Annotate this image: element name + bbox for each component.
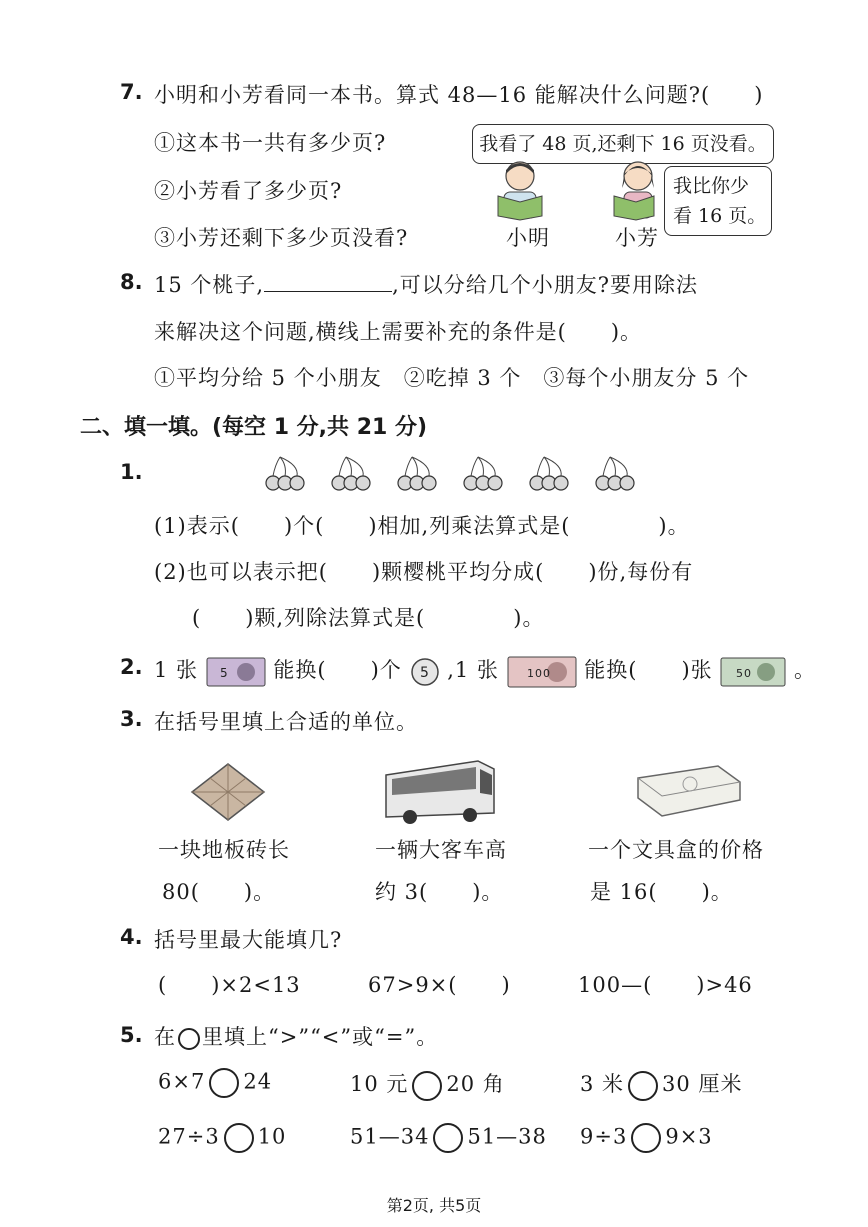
page-footer: 第2页, 共5页 bbox=[386, 1196, 482, 1215]
question-number: 1. bbox=[120, 460, 143, 484]
cherry-stem bbox=[405, 457, 412, 476]
question-stem: 括号里最大能填几? bbox=[154, 928, 343, 952]
option-3: ③小芳还剩下多少页没看? bbox=[154, 226, 409, 250]
options-line: ①平均分给 5 个小朋友 ②吃掉 3 个 ③每个小朋友分 5 个 bbox=[154, 366, 750, 390]
left-expression: 51—34 bbox=[350, 1124, 430, 1149]
five-jiao-coin-icon bbox=[410, 657, 440, 687]
fill-line-2: (2)也可以表示把( )颗樱桃平均分成( )份,每份有 bbox=[154, 560, 694, 584]
right-expression: 20 角 bbox=[446, 1072, 505, 1096]
compare-item bbox=[580, 1123, 713, 1153]
text: 。 bbox=[794, 658, 817, 682]
section-title: 二、填一填。(每空 1 分,共 21 分) bbox=[80, 415, 428, 440]
cherry-icon bbox=[290, 476, 304, 490]
right-expression: 24 bbox=[243, 1069, 273, 1094]
compare-circle[interactable] bbox=[224, 1123, 254, 1153]
cherry-group bbox=[398, 457, 436, 490]
question-stem bbox=[154, 1021, 438, 1051]
money-line bbox=[154, 654, 816, 688]
compare-item bbox=[158, 1068, 272, 1098]
cherry-icon bbox=[554, 476, 568, 490]
cherry-stem bbox=[280, 457, 285, 476]
cherry-group bbox=[464, 457, 502, 490]
unit-item-3-line-2: 是 16( )。 bbox=[590, 880, 733, 904]
coin-value: 5 bbox=[419, 664, 430, 681]
cherries-illustration bbox=[260, 455, 640, 495]
fifty-yuan-note-icon bbox=[720, 657, 786, 687]
left-expression: 27÷3 bbox=[158, 1124, 220, 1149]
fill-line-3: ( )颗,列除法算式是( )。 bbox=[192, 606, 545, 630]
compare-item bbox=[350, 1068, 505, 1101]
cherry-stem bbox=[339, 457, 346, 476]
stem-part: 15 个桃子, bbox=[154, 273, 265, 297]
left-expression: 10 元 bbox=[350, 1072, 409, 1096]
compare-circle[interactable] bbox=[412, 1071, 442, 1101]
text: 能换( )个 bbox=[273, 658, 402, 682]
unit-item-2-line-1: 一辆大客车高 bbox=[375, 838, 507, 862]
cherry-icon bbox=[422, 476, 436, 490]
text: ,1 张 bbox=[447, 658, 499, 682]
speech-text: 我看了 48 页,还剩下 16 页没看。 bbox=[479, 133, 767, 155]
question-number: 4. bbox=[120, 925, 143, 949]
answer-blank[interactable] bbox=[264, 271, 392, 292]
stem-part: ,可以分给几个小朋友?要用除法 bbox=[392, 273, 699, 297]
text: 1 张 bbox=[154, 658, 199, 682]
note-value: 50 bbox=[736, 666, 753, 680]
cherry-stem bbox=[610, 457, 615, 476]
compare-item bbox=[158, 1123, 286, 1153]
compare-item bbox=[350, 1123, 547, 1153]
question-number: 8. bbox=[120, 270, 143, 294]
compare-item bbox=[580, 1068, 742, 1101]
option-1: ①这本书一共有多少页? bbox=[154, 131, 387, 155]
left-expression: 3 米 bbox=[580, 1072, 625, 1096]
cherry-icon bbox=[620, 476, 634, 490]
bus-icon bbox=[382, 755, 498, 827]
cherry-stem bbox=[544, 457, 549, 476]
left-expression: 6×7 bbox=[158, 1069, 206, 1094]
right-expression: 10 bbox=[257, 1124, 287, 1149]
option-2: ②小芳看了多少页? bbox=[154, 179, 343, 203]
cherry-stem bbox=[537, 457, 544, 476]
question-stem: 小明和小芳看同一本书。算式 48—16 能解决什么问题?( ) bbox=[154, 83, 764, 107]
cherry-stem bbox=[273, 457, 280, 476]
max-fill-item-3: 100—( )>46 bbox=[578, 973, 753, 997]
note-value: 5 bbox=[219, 665, 229, 680]
five-yuan-note-icon bbox=[206, 657, 266, 687]
circle-icon bbox=[178, 1028, 200, 1050]
speech-text: 看 16 页。 bbox=[673, 205, 767, 227]
question-stem-cont: 来解决这个问题,横线上需要补充的条件是( )。 bbox=[154, 320, 643, 344]
girl-reading-icon bbox=[606, 158, 670, 224]
text: 在 bbox=[154, 1025, 176, 1049]
cherry-group bbox=[332, 457, 370, 490]
cherry-group bbox=[266, 457, 304, 490]
boy-reading-icon bbox=[480, 158, 560, 224]
cherry-group bbox=[530, 457, 568, 490]
compare-circle[interactable] bbox=[209, 1068, 239, 1098]
cherry-icon bbox=[356, 476, 370, 490]
pencil-case-icon bbox=[632, 760, 744, 822]
hundred-yuan-note-icon bbox=[507, 656, 577, 688]
fill-line-1: (1)表示( )个( )相加,列乘法算式是( )。 bbox=[154, 514, 690, 538]
cherry-stem bbox=[412, 457, 417, 476]
speech-text: 我比你少 bbox=[673, 175, 750, 197]
unit-item-3-line-1: 一个文具盒的价格 bbox=[588, 838, 764, 862]
text: 里填上“>”“<”或“=”。 bbox=[202, 1025, 439, 1049]
left-expression: 9÷3 bbox=[580, 1124, 628, 1149]
question-number: 5. bbox=[120, 1023, 143, 1047]
unit-item-2-line-2: 约 3( )。 bbox=[375, 880, 504, 904]
note-value: 100 bbox=[526, 666, 551, 680]
cherry-stem bbox=[478, 457, 483, 476]
question-number: 7. bbox=[120, 80, 143, 104]
max-fill-item-2: 67>9×( ) bbox=[368, 973, 511, 997]
compare-circle[interactable] bbox=[631, 1123, 661, 1153]
cherry-stem bbox=[471, 457, 478, 476]
compare-circle[interactable] bbox=[628, 1071, 658, 1101]
right-expression: 9×3 bbox=[665, 1124, 713, 1149]
name-xiaofang: 小芳 bbox=[615, 226, 659, 250]
right-expression: 30 厘米 bbox=[662, 1072, 743, 1096]
compare-circle[interactable] bbox=[433, 1123, 463, 1153]
speech-bubble-xiaofang bbox=[664, 166, 772, 236]
name-xiaoming: 小明 bbox=[506, 226, 550, 250]
max-fill-item-1: ( )×2<13 bbox=[158, 973, 301, 997]
question-number: 3. bbox=[120, 707, 143, 731]
right-expression: 51—38 bbox=[467, 1124, 547, 1149]
cherry-icon bbox=[488, 476, 502, 490]
question-stem: 在括号里填上合适的单位。 bbox=[154, 710, 418, 734]
text: 能换( )张 bbox=[584, 658, 713, 682]
unit-item-1-line-2: 80( )。 bbox=[162, 880, 276, 904]
cherry-stem bbox=[603, 457, 610, 476]
floor-tile-icon bbox=[188, 760, 268, 824]
question-number: 2. bbox=[120, 655, 143, 679]
unit-item-1-line-1: 一块地板砖长 bbox=[158, 838, 290, 862]
cherry-stem bbox=[346, 457, 351, 476]
question-stem bbox=[154, 269, 698, 299]
cherry-group bbox=[596, 457, 634, 490]
